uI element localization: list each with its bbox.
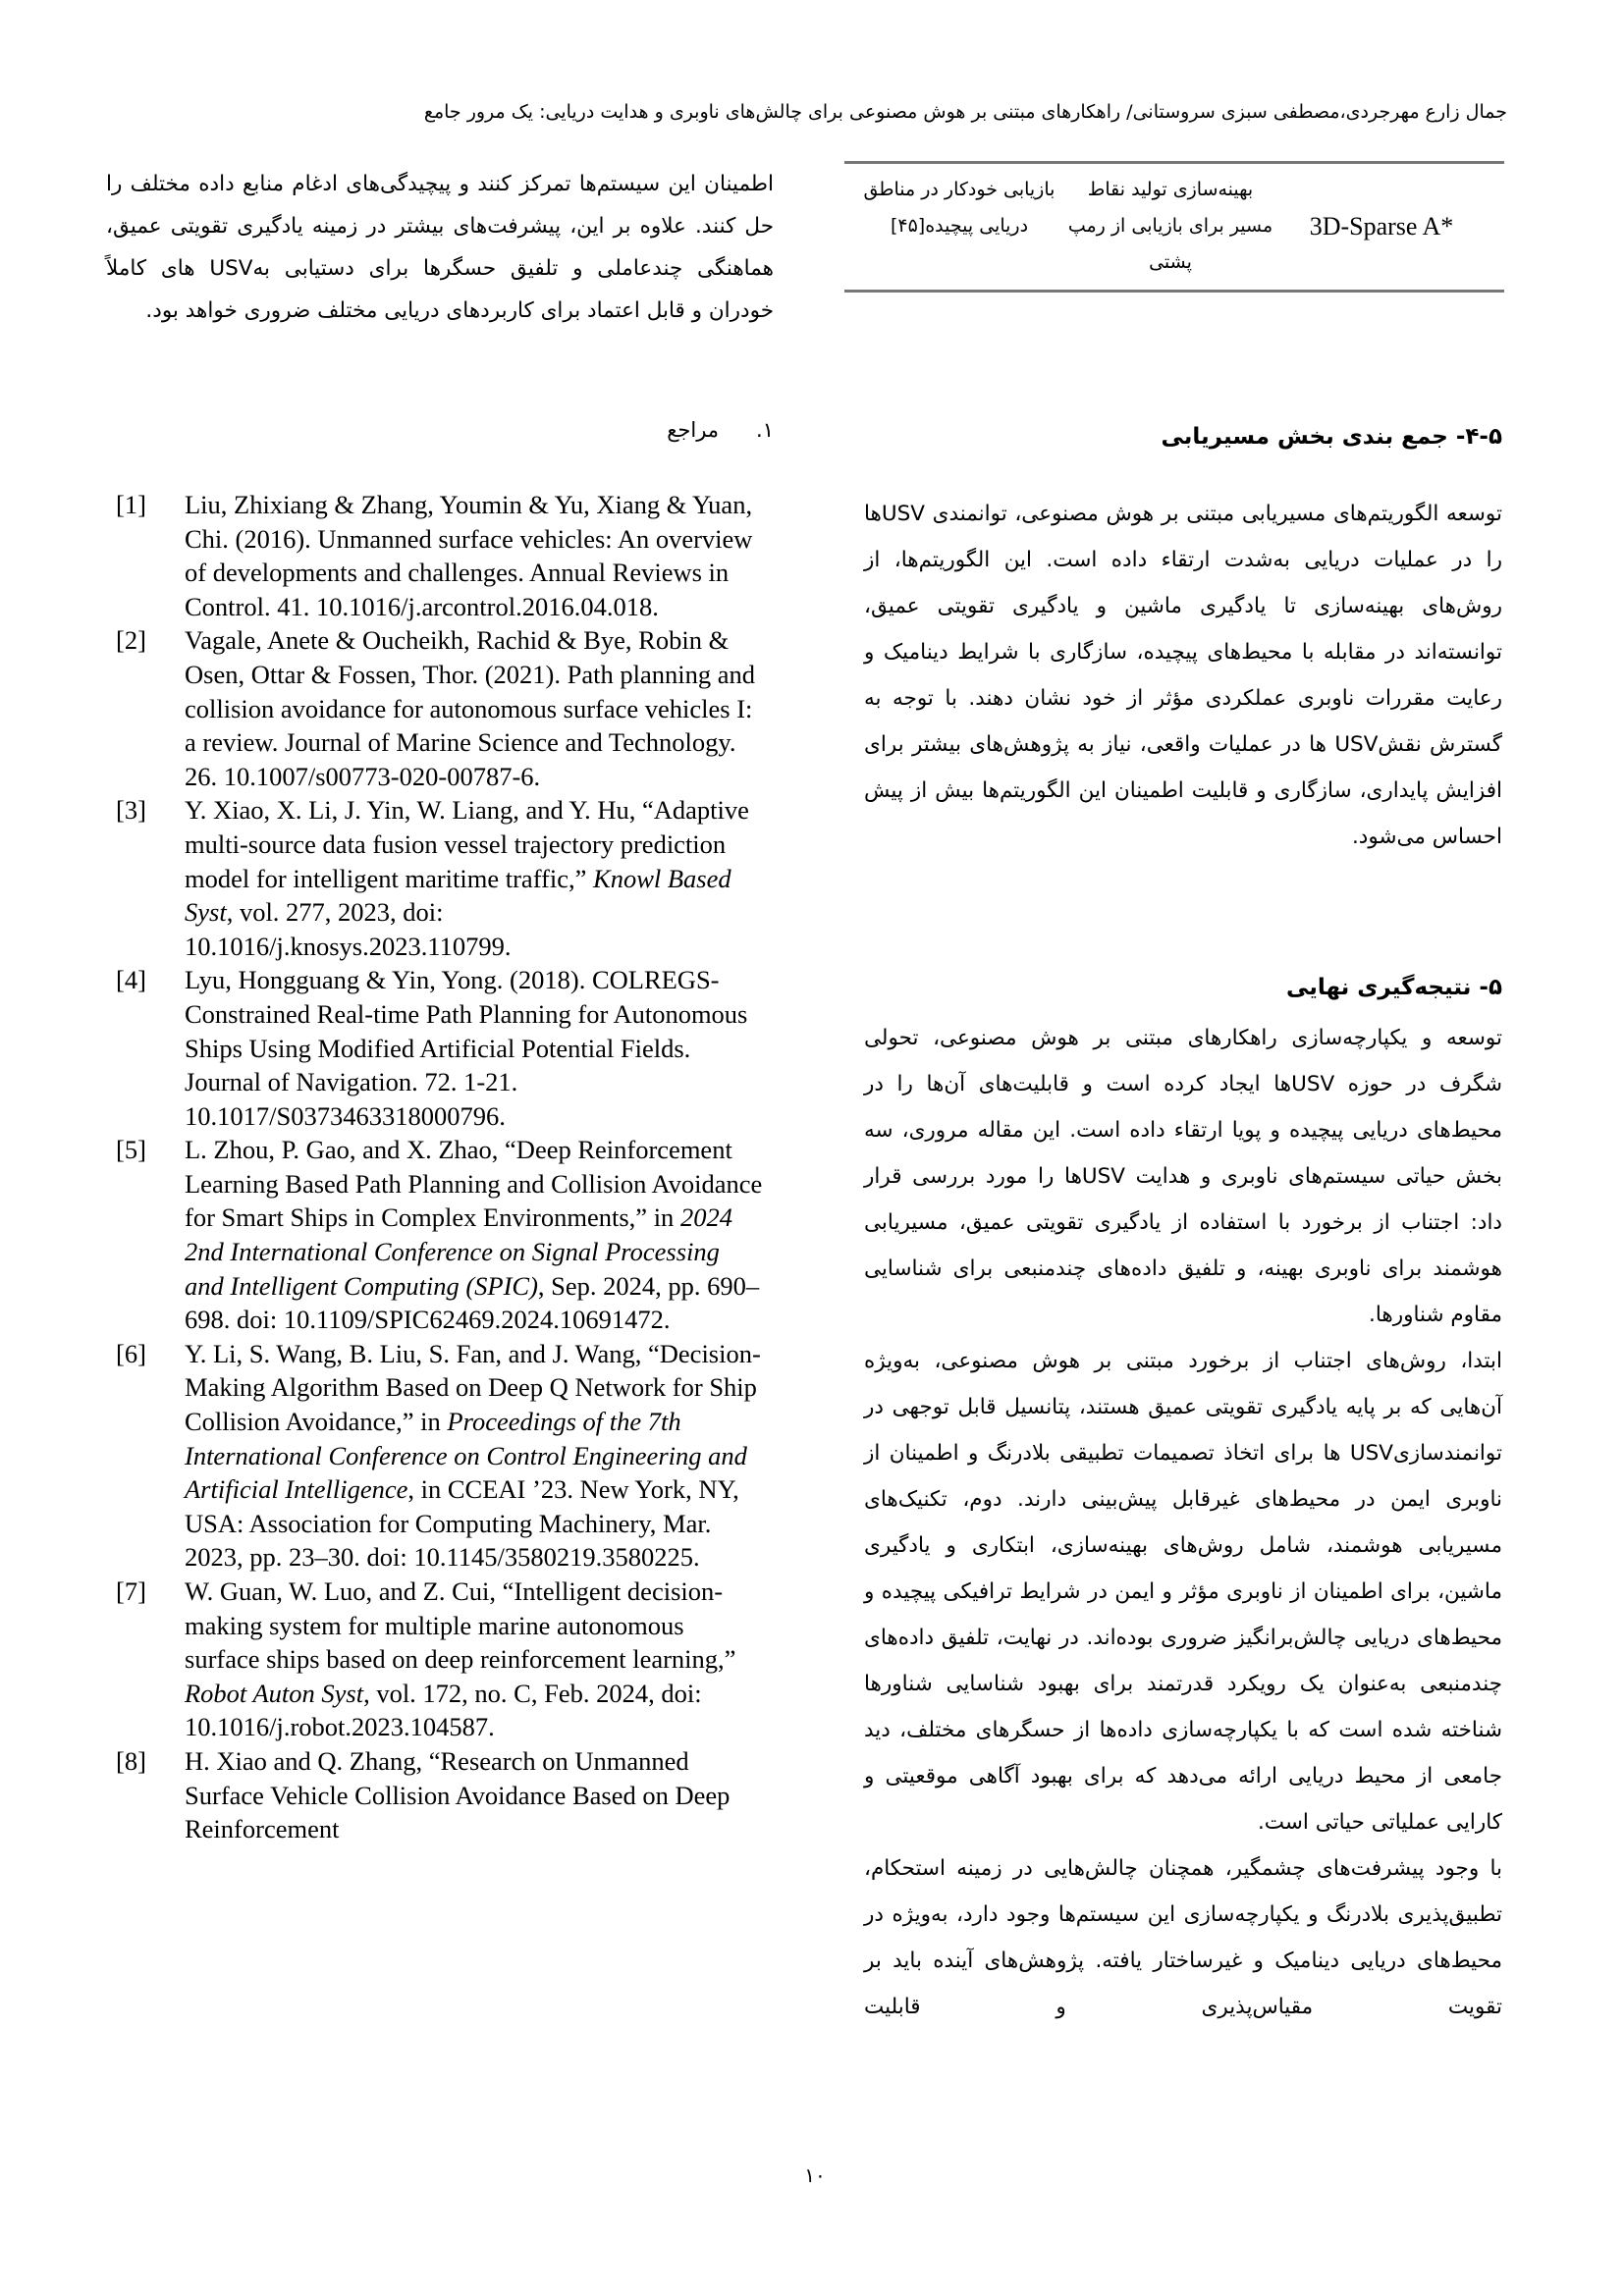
section-4-5-body — [864, 491, 1502, 860]
reference-text: Lyu, Hongguang & Yin, Yong. (2018). COLREGS-Constrained Real-time Path Planning for Autonomous Ships Using Modified Artificial Potential Fields. Journal of Navigation. 72. 1-21. 10.1017/S0373463318000796. — [185, 965, 748, 1131]
reference-text: , Sep. 2024, pp. 690–698. doi: 10.1109/SPIC62469.2024.10691472. — [185, 1270, 760, 1335]
reference-number: [2] — [116, 625, 146, 656]
references-heading-number: ۱. — [756, 418, 774, 442]
conclusion-paragraph-1: توسعه و یکپارچه‌سازی راهکارهای مبتنی بر هوش مصنوعی، تحولی شگرف در حوزه USVها ایجاد کرده است و قابلیت‌های آن‌ها را در محیط‌های دریایی پیچیده و پویا ارتقاء داده است. این مقاله مروری، سه بخش حیاتی سیستم‌های ناوبری و هدایت USVها را مورد بررسی قرار داد: اجتناب از برخورد با استفاده از یادگیری تقویتی عمیق، مسیریابی هوشمند برای ناوبری بهینه، و تلفیق داده‌های چندمنبعی برای شناسایی مقاوم شناورها. — [864, 1026, 1502, 1327]
references-heading-label: مراجع — [667, 418, 720, 442]
reference-venue-italic: 2024 2nd International Conference on Signal Processing and Intelligent Computing (SPIC) — [185, 1202, 732, 1301]
algorithm-table-fragment — [844, 161, 1504, 293]
reference-venue-italic: Knowl Based Syst — [185, 863, 731, 928]
table-cell-method: 3D-Sparse A* — [1309, 212, 1454, 240]
reference-number: [8] — [116, 1745, 146, 1776]
reference-text: , vol. 172, no. C, Feb. 2024, doi: 10.1016/j.robot.2023.104587. — [185, 1678, 702, 1742]
reference-item — [116, 1575, 764, 1744]
table-cell-feature: بهینه‌سازی تولید نقاط مسیر برای بازیابی از رمپ پشتی — [1067, 179, 1273, 273]
section-5-body — [864, 1015, 1502, 2030]
reference-number: [4] — [116, 965, 146, 995]
reference-text: Y. Xiao, X. Li, J. Yin, W. Liang, and Y. Hu, “Adaptive multi-source data fusion vessel trajectory prediction model for intelligent maritime traffic,” — [185, 795, 749, 893]
reference-text: Y. Li, S. Wang, B. Liu, S. Fan, and J. Wang, “Decision-Making Algorithm Based on Deep Q Network for Ship Collision Avoidance,” in — [185, 1338, 761, 1437]
section-4-5-heading: ۴-۵- جمع بندی بخش مسیریابی — [1161, 424, 1502, 450]
reference-number: [3] — [116, 795, 146, 826]
section-5-heading: ۵- نتیجه‌گیری نهایی — [1285, 975, 1502, 1000]
reference-venue-italic: Robot Auton Syst — [185, 1678, 364, 1708]
section-4-5-paragraph: توسعه الگوریتم‌های مسیریابی مبتنی بر هوش مصنوعی، توانمندی USVها را در عملیات دریایی به‌شدت ارتقاء داده است. این الگوریتم‌ها، از روش‌های بهینه‌سازی تا یادگیری ماشین و یادگیری تقویتی عمیق، توانسته‌اند در مقابله با محیط‌های پیچیده، سازگاری با شرایط دینامیک و رعایت مقررات ناوبری عملکردی مؤثر از خود نشان دهند. با توجه به گسترش نقشUSV ها در عملیات واقعی، نیاز به پژوهش‌های بیشتر برای افزایش پایداری، سازگاری و قابلیت اطمینان این الگوریتم‌ها بیش از پیش احساس می‌شود. — [864, 502, 1502, 849]
conclusion-paragraph-2: ابتدا، روش‌های اجتناب از برخورد مبتنی بر هوش مصنوعی، به‌ویژه آن‌هایی که بر پایه یادگیری تقویتی عمیق هستند، پتانسیل قابل توجهی در توانمندسازیUSV ها برای اتخاذ تصمیمات تطبیقی بلادرنگ و اطمینان از ناوبری ایمن در محیط‌های غیرقابل پیش‌بینی دارند. دوم، تکنیک‌های مسیریابی هوشمند، شامل روش‌های بهینه‌سازی، ابتکاری و یادگیری ماشین، برای اطمینان از ناوبری مؤثر و ایمن در شرایط ترافیکی پیچیده و محیط‌های دریایی چالش‌برانگیز ضروری بوده‌اند. در نهایت، تلفیق داده‌های چندمنبعی به‌عنوان یک رویکرد قدرتمند برای بهبود شناسایی شناورها شناخته شده است که با یکپارچه‌سازی داده‌ها از حسگرهای مختلف، دید جامعی از محیط دریایی ارائه می‌دهد که برای بهبود آگاهی موقعیتی و کارایی عملیاتی حیاتی است. — [864, 1349, 1502, 1835]
table-cell-application: بازیابی خودکار در مناطق دریایی پیچیده[۴۵] — [863, 179, 1056, 237]
reference-number: [1] — [116, 490, 146, 519]
reference-text: L. Zhou, P. Gao, and X. Zhao, “Deep Reinforcement Learning Based Path Planning and Collision Avoidance for Smart Ships in Complex Environments,” in — [185, 1135, 763, 1233]
reference-item — [116, 488, 764, 623]
reference-text: W. Guan, W. Luo, and Z. Cui, “Intelligent decision-making system for multiple marine autonomous surface ships based on deep reinforcement learning,” — [185, 1576, 736, 1675]
reference-number: [6] — [116, 1338, 146, 1368]
reference-text: H. Xiao and Q. Zhang, “Research on Unmanned Surface Vehicle Collision Avoidance Based on Deep Reinforcement — [185, 1745, 731, 1844]
continuation-paragraph: اطمینان این سیستم‌ها تمرکز کنند و پیچیدگی‌های ادغام منابع داده مختلف را حل کنند. علاوه بر این، پیشرفت‌های بیشتر در زمینه یادگیری تقویتی عمیق، هماهنگی چندعاملی و تلفیق حسگرها برای دستیابی بهUSV های کاملاً خودران و قابل اعتماد برای کاربردهای دریایی مختلف ضروری خواهد بود. — [106, 172, 774, 323]
reference-text: Vagale, Anete & Oucheikh, Rachid & Bye, Robin & Osen, Ottar & Fossen, Thor. (2021). Path planning and collision avoidance for autonomous surface vehicles I: a review. Journal of Marine Science and Technology. 26. 10.1007/s00773-020-00787-6. — [185, 625, 755, 791]
references-list — [116, 488, 764, 1846]
reference-text: , vol. 277, 2023, doi: 10.1016/j.knosys.2023.110799. — [185, 897, 512, 961]
reference-number: [5] — [116, 1135, 146, 1165]
reference-venue-italic: Proceedings of the 7th International Conference on Control Engineering and Artificial Intelligence — [185, 1407, 747, 1505]
conclusion-paragraph-3: با وجود پیشرفت‌های چشمگیر، همچنان چالش‌هایی در زمینه استحکام، تطبیق‌پذیری بلادرنگ و یکپارچه‌سازی این سیستم‌ها وجود دارد، به‌ویژه در محیط‌های دریایی دینامیک و غیرساختار یافته. پژوهش‌های آینده باید بر تقویت مقیاس‌پذیری و قابلیت — [864, 1856, 1502, 2019]
reference-item — [116, 1133, 764, 1337]
reference-text: , in CCEAI ’23. New York, NY, USA: Association for Computing Machinery, Mar. 2023, pp. 23–30. doi: 10.1145/3580219.3580225. — [185, 1474, 739, 1573]
reference-item — [116, 623, 764, 793]
reference-text: Liu, Zhixiang & Zhang, Youmin & Yu, Xiang & Yuan, Chi. (2016). Unmanned surface vehicles: An overview of developments and challenges. Annual Reviews in Control. 41. 10.1016/j.arcontrol.2016.04.018. — [185, 490, 753, 621]
reference-item — [116, 793, 764, 963]
references-heading — [106, 412, 774, 448]
running-header: جمال زارع مهرجردی،مصطفی سبزی سروستانی/ راهکارهای مبتنی بر هوش مصنوعی برای چالش‌های ناوبری و هدایت دریایی: یک مرور جامع — [423, 101, 1507, 123]
page-number: ۱۰ — [804, 2163, 826, 2187]
conclusion-continuation — [106, 163, 774, 332]
reference-item — [116, 1337, 764, 1575]
reference-number: [7] — [116, 1576, 146, 1606]
reference-item — [116, 963, 764, 1133]
reference-item — [116, 1744, 764, 1846]
